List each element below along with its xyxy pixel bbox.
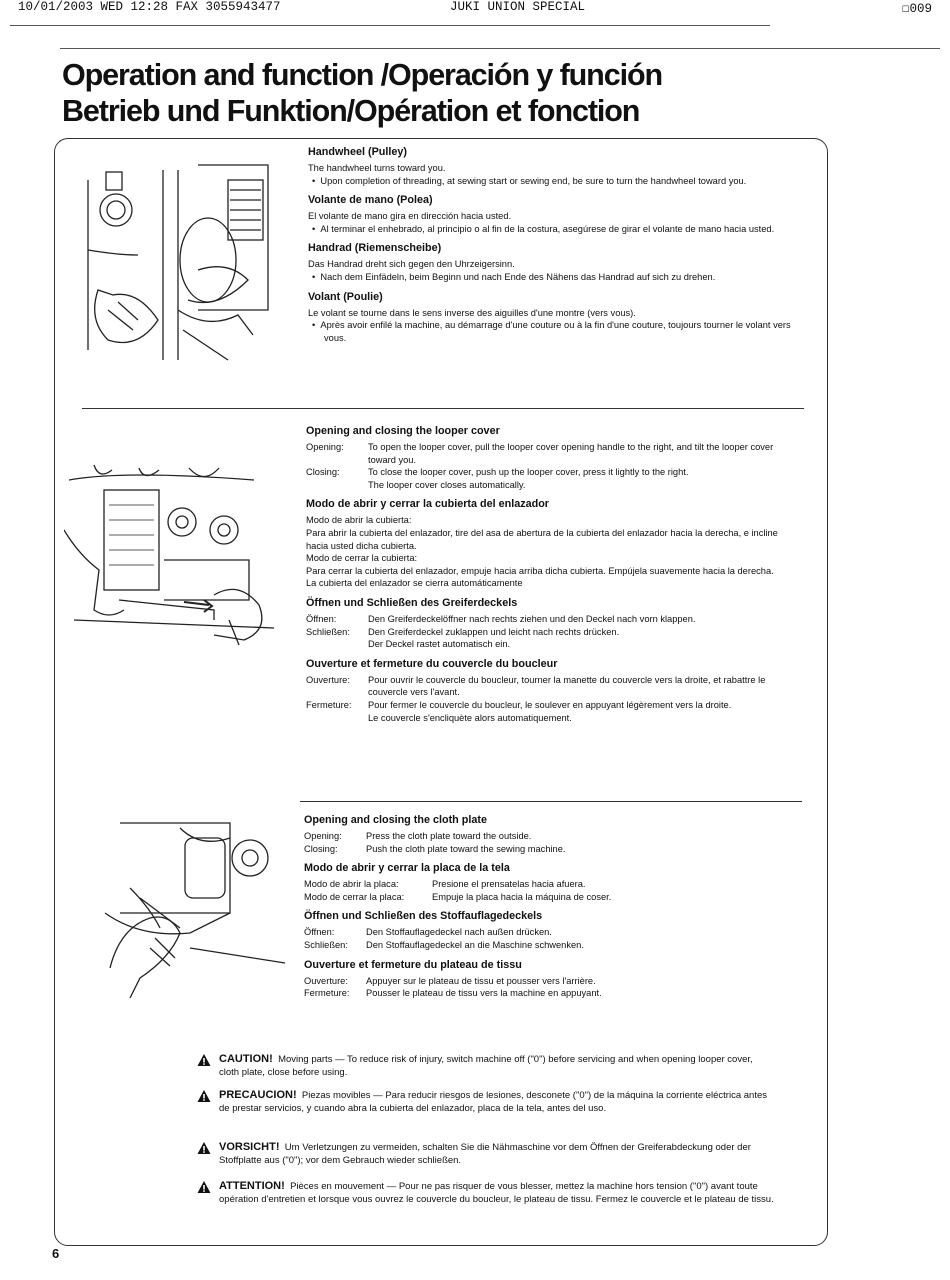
warning-triangle-icon xyxy=(197,1180,211,1194)
warning-triangle-icon xyxy=(197,1053,211,1067)
caution-de-label: VORSICHT! xyxy=(219,1141,280,1153)
handwheel-section xyxy=(308,145,808,344)
caution-en xyxy=(197,1053,775,1079)
handwheel-fr-text: Le volant se tourne dans le sens inverse des aiguilles d'une montre (vers vous). xyxy=(308,307,636,318)
fax-page: ☐009 xyxy=(901,2,932,16)
handwheel-en-text: The handwheel turns toward you. xyxy=(308,163,446,173)
warning-triangle-icon xyxy=(197,1141,211,1155)
handwheel-en-heading: Handwheel (Pulley) xyxy=(308,146,407,158)
handwheel-fr-heading: Volant (Poulie) xyxy=(308,290,383,303)
looper-fr-open-label: Ouverture: xyxy=(306,674,350,685)
caution-de xyxy=(197,1141,775,1167)
top-rule xyxy=(60,48,940,49)
caution-es xyxy=(197,1089,775,1115)
handwheel-es-text: El volante de mano gira en dirección hacia usted. xyxy=(308,211,512,222)
cloth-en-open-text: Press the cloth plate toward the outside. xyxy=(366,831,532,841)
looper-en-open-text: To open the looper cover, pull the looper cover opening handle to the right, and tilt the looper cover toward you. xyxy=(368,442,774,465)
looper-es-close-label: Modo de cerrar la cubierta: xyxy=(306,553,418,564)
fax-header xyxy=(14,0,936,16)
looper-fr-close-text: Pour fermer le couvercle du boucleur, le soulever en appuyant légèrement vers la droite. Le couvercle s'encliquète alors automatiquement. xyxy=(368,699,732,723)
handwheel-illustration xyxy=(78,160,288,370)
cloth-es-close-text: Empuje la placa hacia la máquina de coser. xyxy=(432,891,612,902)
looper-es-open-text: Para abrir la cubierta del enlazador, tire del asa de abertura de la cubierta del enlazador hacia la derecha, e incline hacia usted dicha cubierta. xyxy=(306,527,778,551)
caution-fr-text: Pièces en mouvement — Pour ne pas risquer de vous blesser, mettez la machine hors tension ("0") avant toute opération d'entretien et lorsque vous ouvrez le couvercle du boucleur, le plateau de tissu. Fermez le couvercle et le plateau de tissu. xyxy=(219,1181,774,1205)
handwheel-en-bullet: • Upon completion of threading, at sewing start or sewing end, be sure to turn the handwheel toward you. xyxy=(312,175,747,186)
caution-de-text: Um Verletzungen zu vermeiden, schalten Sie die Nähmaschine vor dem Öffnen der Greiferabdeckung oder der Stoffplatte aus ("0"); vor dem Gebrauch wieder schließen. xyxy=(219,1142,751,1166)
header-rule xyxy=(10,25,770,26)
cloth-es-open-text: Presione el prensatelas hacia afuera. xyxy=(432,879,586,890)
cloth-fr-close-text: Pousser le plateau de tissu vers la machine en appuyant. xyxy=(366,988,602,999)
fax-company: JUKI UNION SPECIAL xyxy=(450,0,586,14)
looper-de-open-text: Den Greiferdeckelöffner nach rechts ziehen und den Deckel nach vorn klappen. xyxy=(368,613,696,624)
looper-section xyxy=(306,424,802,724)
cloth-fr-open-text: Appuyer sur le plateau de tissu et pousser vers l'arrière. xyxy=(366,975,596,986)
looper-fr-close-label: Fermeture: xyxy=(306,699,352,710)
cloth-fr-heading: Ouverture et fermeture du plateau de tissu xyxy=(304,958,522,971)
handwheel-es-heading: Volante de mano (Polea) xyxy=(308,194,433,207)
caution-es-text: Piezas movibles — Para reducir riesgos de lesiones, desconete ("0") de la máquina la corriente eléctrica antes de prestar servicios, y cuando abra la cubierta del enlazador, placa de la tela, antes del uso. xyxy=(219,1090,767,1114)
page-title-line2: Betrieb und Funktion/Opération et fonction xyxy=(62,94,640,128)
cloth-es-open-label: Modo de abrir la placa: xyxy=(304,879,399,890)
caution-es-label: PRECAUCION! xyxy=(219,1089,297,1101)
looper-en-heading: Opening and closing the looper cover xyxy=(306,425,500,437)
looper-es-heading: Modo de abrir y cerrar la cubierta del enlazador xyxy=(306,498,550,511)
cloth-de-close-text: Den Stoffauflagedeckel an die Maschine schwenken. xyxy=(366,939,584,950)
looper-de-close-label: Schließen: xyxy=(306,626,350,637)
section-divider-1 xyxy=(82,408,804,409)
looper-fr-heading: Ouverture et fermeture du couvercle du boucleur xyxy=(306,657,558,670)
looper-cover-illustration xyxy=(64,460,284,650)
looper-es-open-label: Modo de abrir la cubierta: xyxy=(306,515,412,526)
handwheel-de-heading: Handrad (Riemenscheibe) xyxy=(308,242,442,255)
caution-en-text: Moving parts — To reduce risk of injury, switch machine off ("0") before servicing and when opening looper cover, cloth plate, close before using. xyxy=(219,1054,753,1078)
looper-de-close-text: Den Greiferdeckel zuklappen und leicht nach rechts drücken. Der Deckel rastet automatisch ein. xyxy=(368,626,620,650)
handwheel-fr-bullet: • Après avoir enfilé la machine, au démarrage d'une couture ou à la fin d'une couture, toujours tourner le volant vers vous. xyxy=(312,320,791,343)
caution-en-label: CAUTION! xyxy=(219,1053,273,1065)
looper-en-open-label: Opening: xyxy=(306,442,344,452)
cloth-de-open-text: Den Stoffauflagedeckel nach außen drücken. xyxy=(366,927,552,938)
handwheel-de-text: Das Handrad dreht sich gegen den Uhrzeigersinn. xyxy=(308,259,515,270)
fax-datetime: 10/01/2003 WED 12:28 FAX 3055943477 xyxy=(18,0,281,14)
warning-triangle-icon xyxy=(197,1089,211,1103)
cloth-fr-open-label: Ouverture: xyxy=(304,975,348,986)
cloth-fr-close-label: Fermeture: xyxy=(304,988,350,999)
section-divider-2 xyxy=(300,801,802,802)
cloth-de-heading: Öffnen und Schließen des Stoffauflagedeckels xyxy=(304,910,543,923)
cloth-en-open-label: Opening: xyxy=(304,831,342,841)
looper-fr-open-text: Pour ouvrir le couvercle du boucleur, tourner la manette du couvercle vers la droite, et rabattre le couvercle vers l'avant. xyxy=(368,674,766,698)
cloth-en-heading: Opening and closing the cloth plate xyxy=(304,814,487,826)
handwheel-de-bullet: • Nach dem Einfädeln, beim Beginn und nach Ende des Nähens das Handrad auf sich zu drehen. xyxy=(312,271,716,282)
looper-en-close-text: To close the looper cover, push up the looper cover, press it lightly to the right. The looper cover closes automatically. xyxy=(368,467,689,490)
cloth-plate-illustration xyxy=(100,818,290,998)
page-title-line1: Operation and function /Operación y función xyxy=(62,58,663,92)
looper-es-close-text2: La cubierta del enlazador se cierra automáticamente xyxy=(306,578,523,589)
cloth-de-close-label: Schließen: xyxy=(304,939,348,950)
cloth-en-close-label: Closing: xyxy=(304,843,338,854)
cloth-es-close-label: Modo de cerrar la placa: xyxy=(304,891,405,902)
cloth-en-close-text: Push the cloth plate toward the sewing machine. xyxy=(366,843,566,854)
looper-de-open-label: Öffnen: xyxy=(306,613,337,624)
handwheel-es-bullet: • Al terminar el enhebrado, al principio o al fin de la costura, asegúrese de girar el volante de mano hacia usted. xyxy=(312,223,775,234)
cloth-de-open-label: Öffnen: xyxy=(304,927,335,938)
page-number: 6 xyxy=(52,1246,60,1261)
looper-es-close-text: Para cerrar la cubierta del enlazador, empuje hacia arriba dicha cubierta. Empújela suavemente hacia la derecha. xyxy=(306,565,774,576)
looper-en-close-label: Closing: xyxy=(306,467,340,478)
cloth-plate-section xyxy=(304,813,800,1000)
caution-fr-label: ATTENTION! xyxy=(219,1180,285,1192)
caution-fr xyxy=(197,1180,775,1206)
cloth-es-heading: Modo de abrir y cerrar la placa de la tela xyxy=(304,862,510,875)
looper-de-heading: Öffnen und Schließen des Greiferdeckels xyxy=(306,596,518,609)
